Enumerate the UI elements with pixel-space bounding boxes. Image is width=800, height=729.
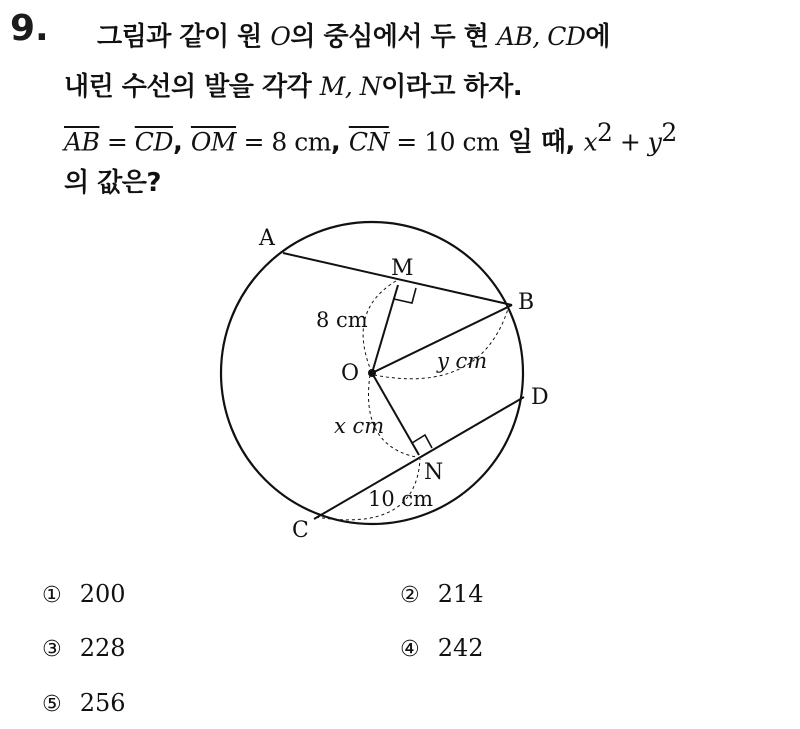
om-value: = 8 cm [236, 127, 331, 157]
question-text: 내린 수선의 발을 각각 [64, 72, 320, 102]
exponent: 2 [661, 118, 677, 147]
ob-length-label: y cm [437, 349, 488, 373]
separator: , [330, 127, 349, 158]
om-length-label: 8 cm [316, 308, 368, 332]
question-number: 9. [10, 8, 49, 49]
var-y: y [647, 127, 662, 157]
cn-value: = 10 cm [388, 127, 500, 157]
choice-3[interactable] [42, 634, 126, 662]
question-text: 그림과 같이 원 [97, 22, 271, 52]
choice-mark: ② [400, 583, 420, 608]
question-line-4: 의 값은? [64, 168, 161, 198]
choice-2[interactable] [400, 580, 484, 608]
choice-mark: ④ [400, 637, 420, 662]
math-chords: AB, CD [496, 22, 586, 51]
cn-length-label: 10 cm [368, 487, 434, 511]
math-center-o: O [270, 22, 291, 51]
point-b-label: B [518, 290, 535, 315]
choice-4[interactable] [400, 634, 484, 662]
arc-om-8cm [363, 281, 396, 373]
choice-mark: ⑤ [42, 692, 62, 717]
segment-om: $\overline{OM}$ [190, 127, 236, 157]
question-line-2 [64, 66, 522, 103]
var-x: x [583, 127, 598, 157]
choice-value: 256 [79, 689, 126, 717]
choice-value: 214 [437, 580, 484, 608]
choice-1[interactable] [42, 580, 126, 608]
plus-sign: + [612, 127, 648, 157]
choice-value: 200 [79, 580, 126, 608]
point-c-label: C [292, 518, 309, 543]
question-line-1 [97, 16, 610, 53]
center-dot [368, 369, 376, 377]
point-d-label: D [531, 385, 549, 410]
choice-mark: ③ [42, 637, 62, 662]
choice-mark: ① [42, 583, 62, 608]
question-text: 에 [585, 22, 611, 52]
point-m-label: M [391, 256, 414, 281]
on-length-label: x cm [334, 414, 385, 438]
segment-ab: $\overline{AB}$ [64, 127, 100, 157]
circle-figure [210, 215, 550, 545]
point-a-label: A [259, 226, 275, 251]
equals-sign: = [99, 127, 135, 157]
choice-value: 228 [79, 634, 126, 662]
choice-value: 242 [437, 634, 484, 662]
choice-5[interactable] [42, 689, 126, 717]
point-n-label: N [424, 460, 444, 485]
segment-cn: $\overline{CN}$ [348, 127, 389, 157]
question-text: 일 때, [499, 127, 584, 158]
separator: , [172, 127, 191, 158]
question-line-3 [64, 118, 677, 159]
segment-cd: $\overline{CD}$ [134, 127, 173, 157]
point-o-label: O [341, 361, 360, 386]
math-feet-mn: M, N [319, 72, 382, 101]
question-text: 이라고 하자. [381, 72, 523, 102]
question-text: 의 중심에서 두 현 [290, 22, 497, 52]
exponent: 2 [597, 118, 613, 147]
